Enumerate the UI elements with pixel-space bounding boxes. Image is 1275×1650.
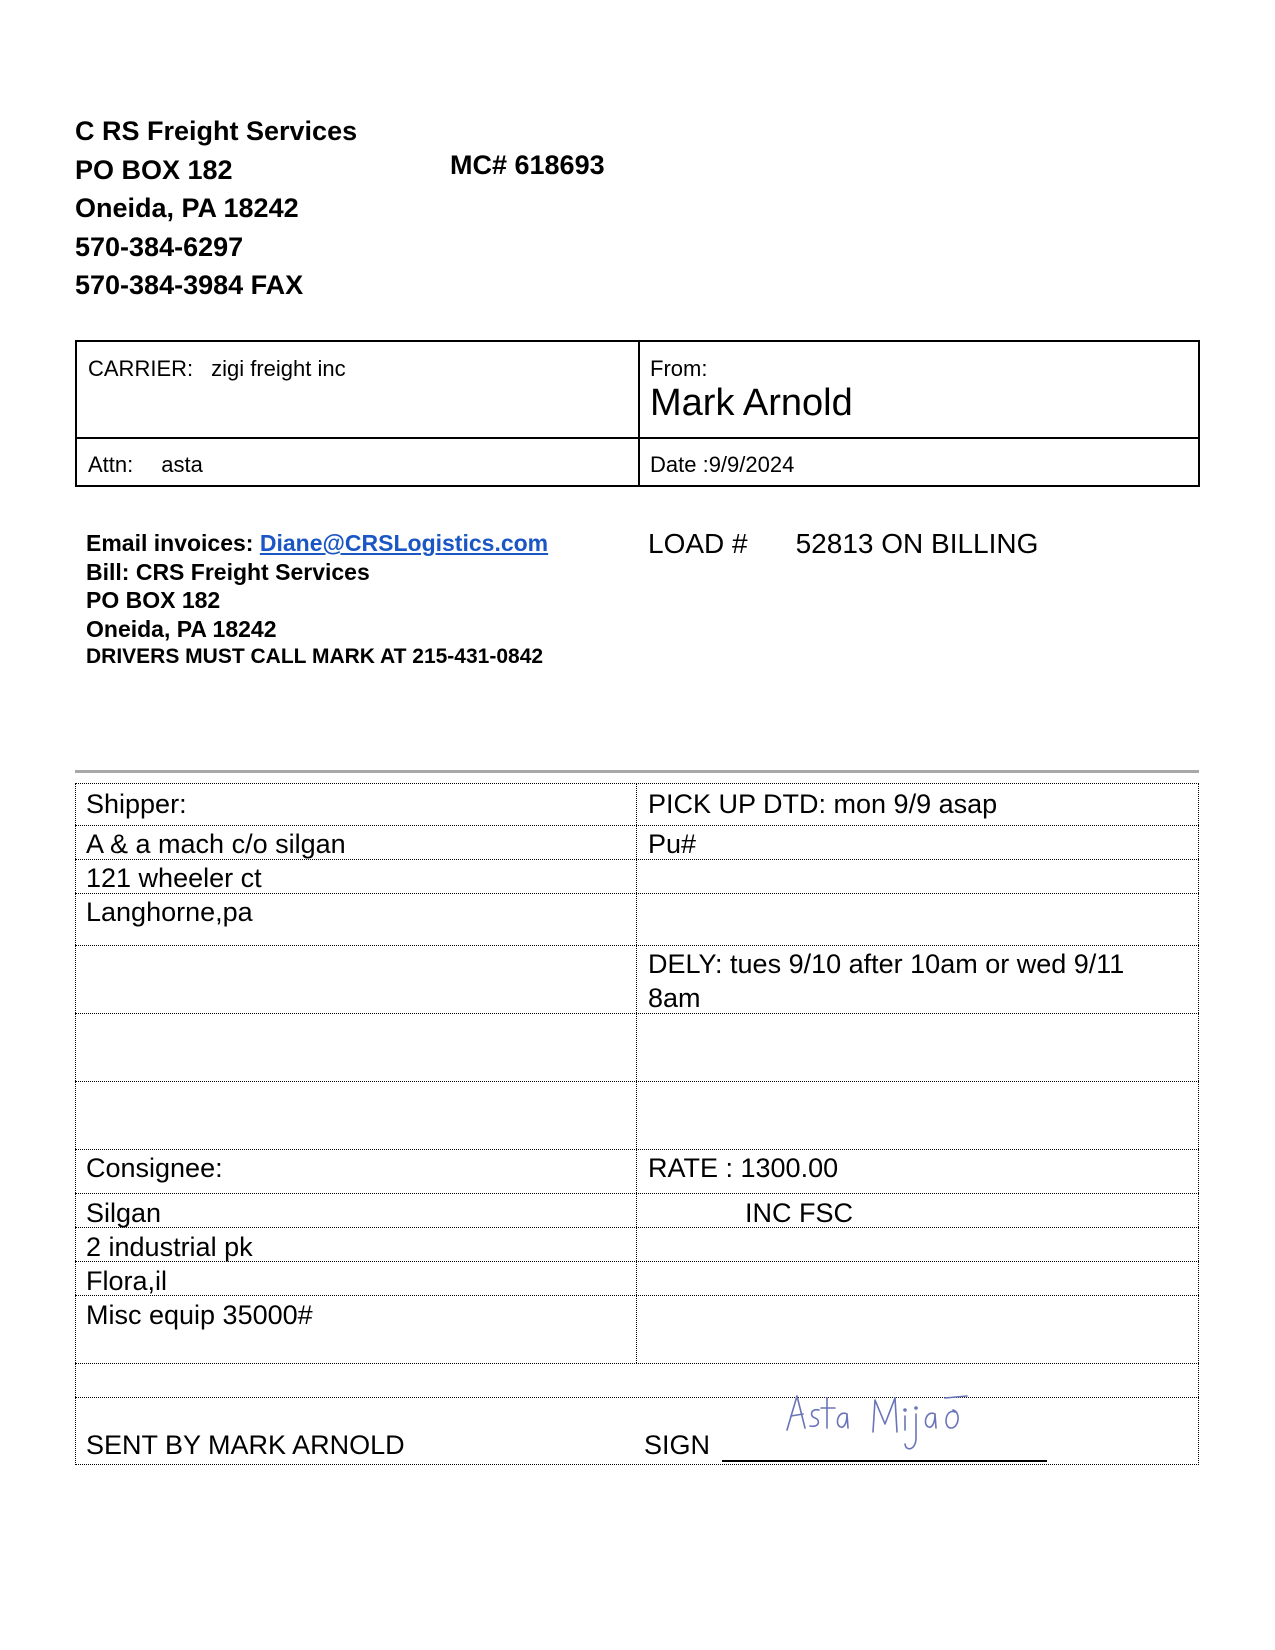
consignee-name: Silgan <box>86 1198 162 1228</box>
inc-fsc: INC FSC <box>745 1198 853 1228</box>
company-header <box>75 112 357 305</box>
email-label: Email invoices: <box>86 530 254 556</box>
drivers-note: DRIVERS MUST CALL MARK AT 215-431-0842 <box>86 645 544 668</box>
handwritten-signature <box>785 1388 970 1458</box>
pickup-date: PICK UP DTD: mon 9/9 asap <box>648 789 998 819</box>
grid-center-line <box>636 783 637 1363</box>
grid-line <box>75 1013 1199 1014</box>
shipper-street: 121 wheeler ct <box>86 863 262 893</box>
attn-label: Attn: <box>88 452 134 477</box>
consignee-street: 2 industrial pk <box>86 1232 253 1262</box>
bill-city: Oneida, PA 18242 <box>86 615 277 642</box>
sign-label: SIGN <box>644 1430 711 1460</box>
shipper-name: A & a mach c/o silgan <box>86 829 346 859</box>
box-divider-horizontal <box>77 437 1198 439</box>
box-divider-vertical <box>638 342 640 485</box>
grid-line <box>75 1227 1199 1228</box>
load-label: LOAD # <box>648 528 748 559</box>
grid-line <box>75 1363 1199 1364</box>
email-link[interactable]: Diane@CRSLogistics.com <box>259 530 549 556</box>
grid-line <box>75 945 1199 946</box>
carrier-value: zigi freight inc <box>211 356 346 381</box>
grid-line <box>75 1081 1199 1082</box>
carrier-field <box>88 356 346 382</box>
attn-value: asta <box>161 452 203 477</box>
company-phone: 570-384-6297 <box>75 231 244 262</box>
grid-line <box>75 1295 1199 1296</box>
from-label: From: <box>650 356 708 381</box>
mc-number: MC# 618693 <box>450 150 605 180</box>
company-city: Oneida, PA 18242 <box>75 193 299 223</box>
shipper-label: Shipper: <box>86 789 187 819</box>
consignee-city: Flora,il <box>86 1266 168 1296</box>
signature-line[interactable] <box>722 1460 1047 1462</box>
load-details-grid <box>75 783 1199 1465</box>
grid-line <box>75 1149 1199 1150</box>
date-field: Date :9/9/2024 <box>650 452 795 477</box>
company-name: C RS Freight Services <box>75 116 358 146</box>
attn-field <box>88 452 203 478</box>
from-name: Mark Arnold <box>650 382 853 424</box>
carrier-info-box <box>75 340 1200 487</box>
delivery-line-2: 8am <box>648 983 701 1013</box>
bill-to: Bill: CRS Freight Services <box>86 558 370 585</box>
load-number <box>648 528 1038 560</box>
email-invoices-line <box>86 529 548 558</box>
load-value: 52813 ON BILLING <box>795 528 1039 559</box>
rate: RATE : 1300.00 <box>648 1153 839 1183</box>
company-fax: 570-384-3984 FAX <box>75 270 304 300</box>
grid-line <box>75 825 1199 826</box>
section-divider <box>75 770 1199 773</box>
delivery-line-1: DELY: tues 9/10 after 10am or wed 9/11 <box>648 949 1125 979</box>
bill-po-box: PO BOX 182 <box>86 587 221 613</box>
shipper-city: Langhorne,pa <box>86 897 253 927</box>
company-po-box: PO BOX 182 <box>75 154 233 185</box>
carrier-label: CARRIER: <box>88 356 194 381</box>
misc-equipment: Misc equip 35000# <box>86 1300 313 1330</box>
billing-block <box>86 529 548 672</box>
pu-number: Pu# <box>648 829 697 859</box>
grid-line <box>75 1193 1199 1194</box>
sent-by: SENT BY MARK ARNOLD <box>86 1430 405 1460</box>
grid-line <box>75 1397 1199 1398</box>
consignee-label: Consignee: <box>86 1153 223 1183</box>
